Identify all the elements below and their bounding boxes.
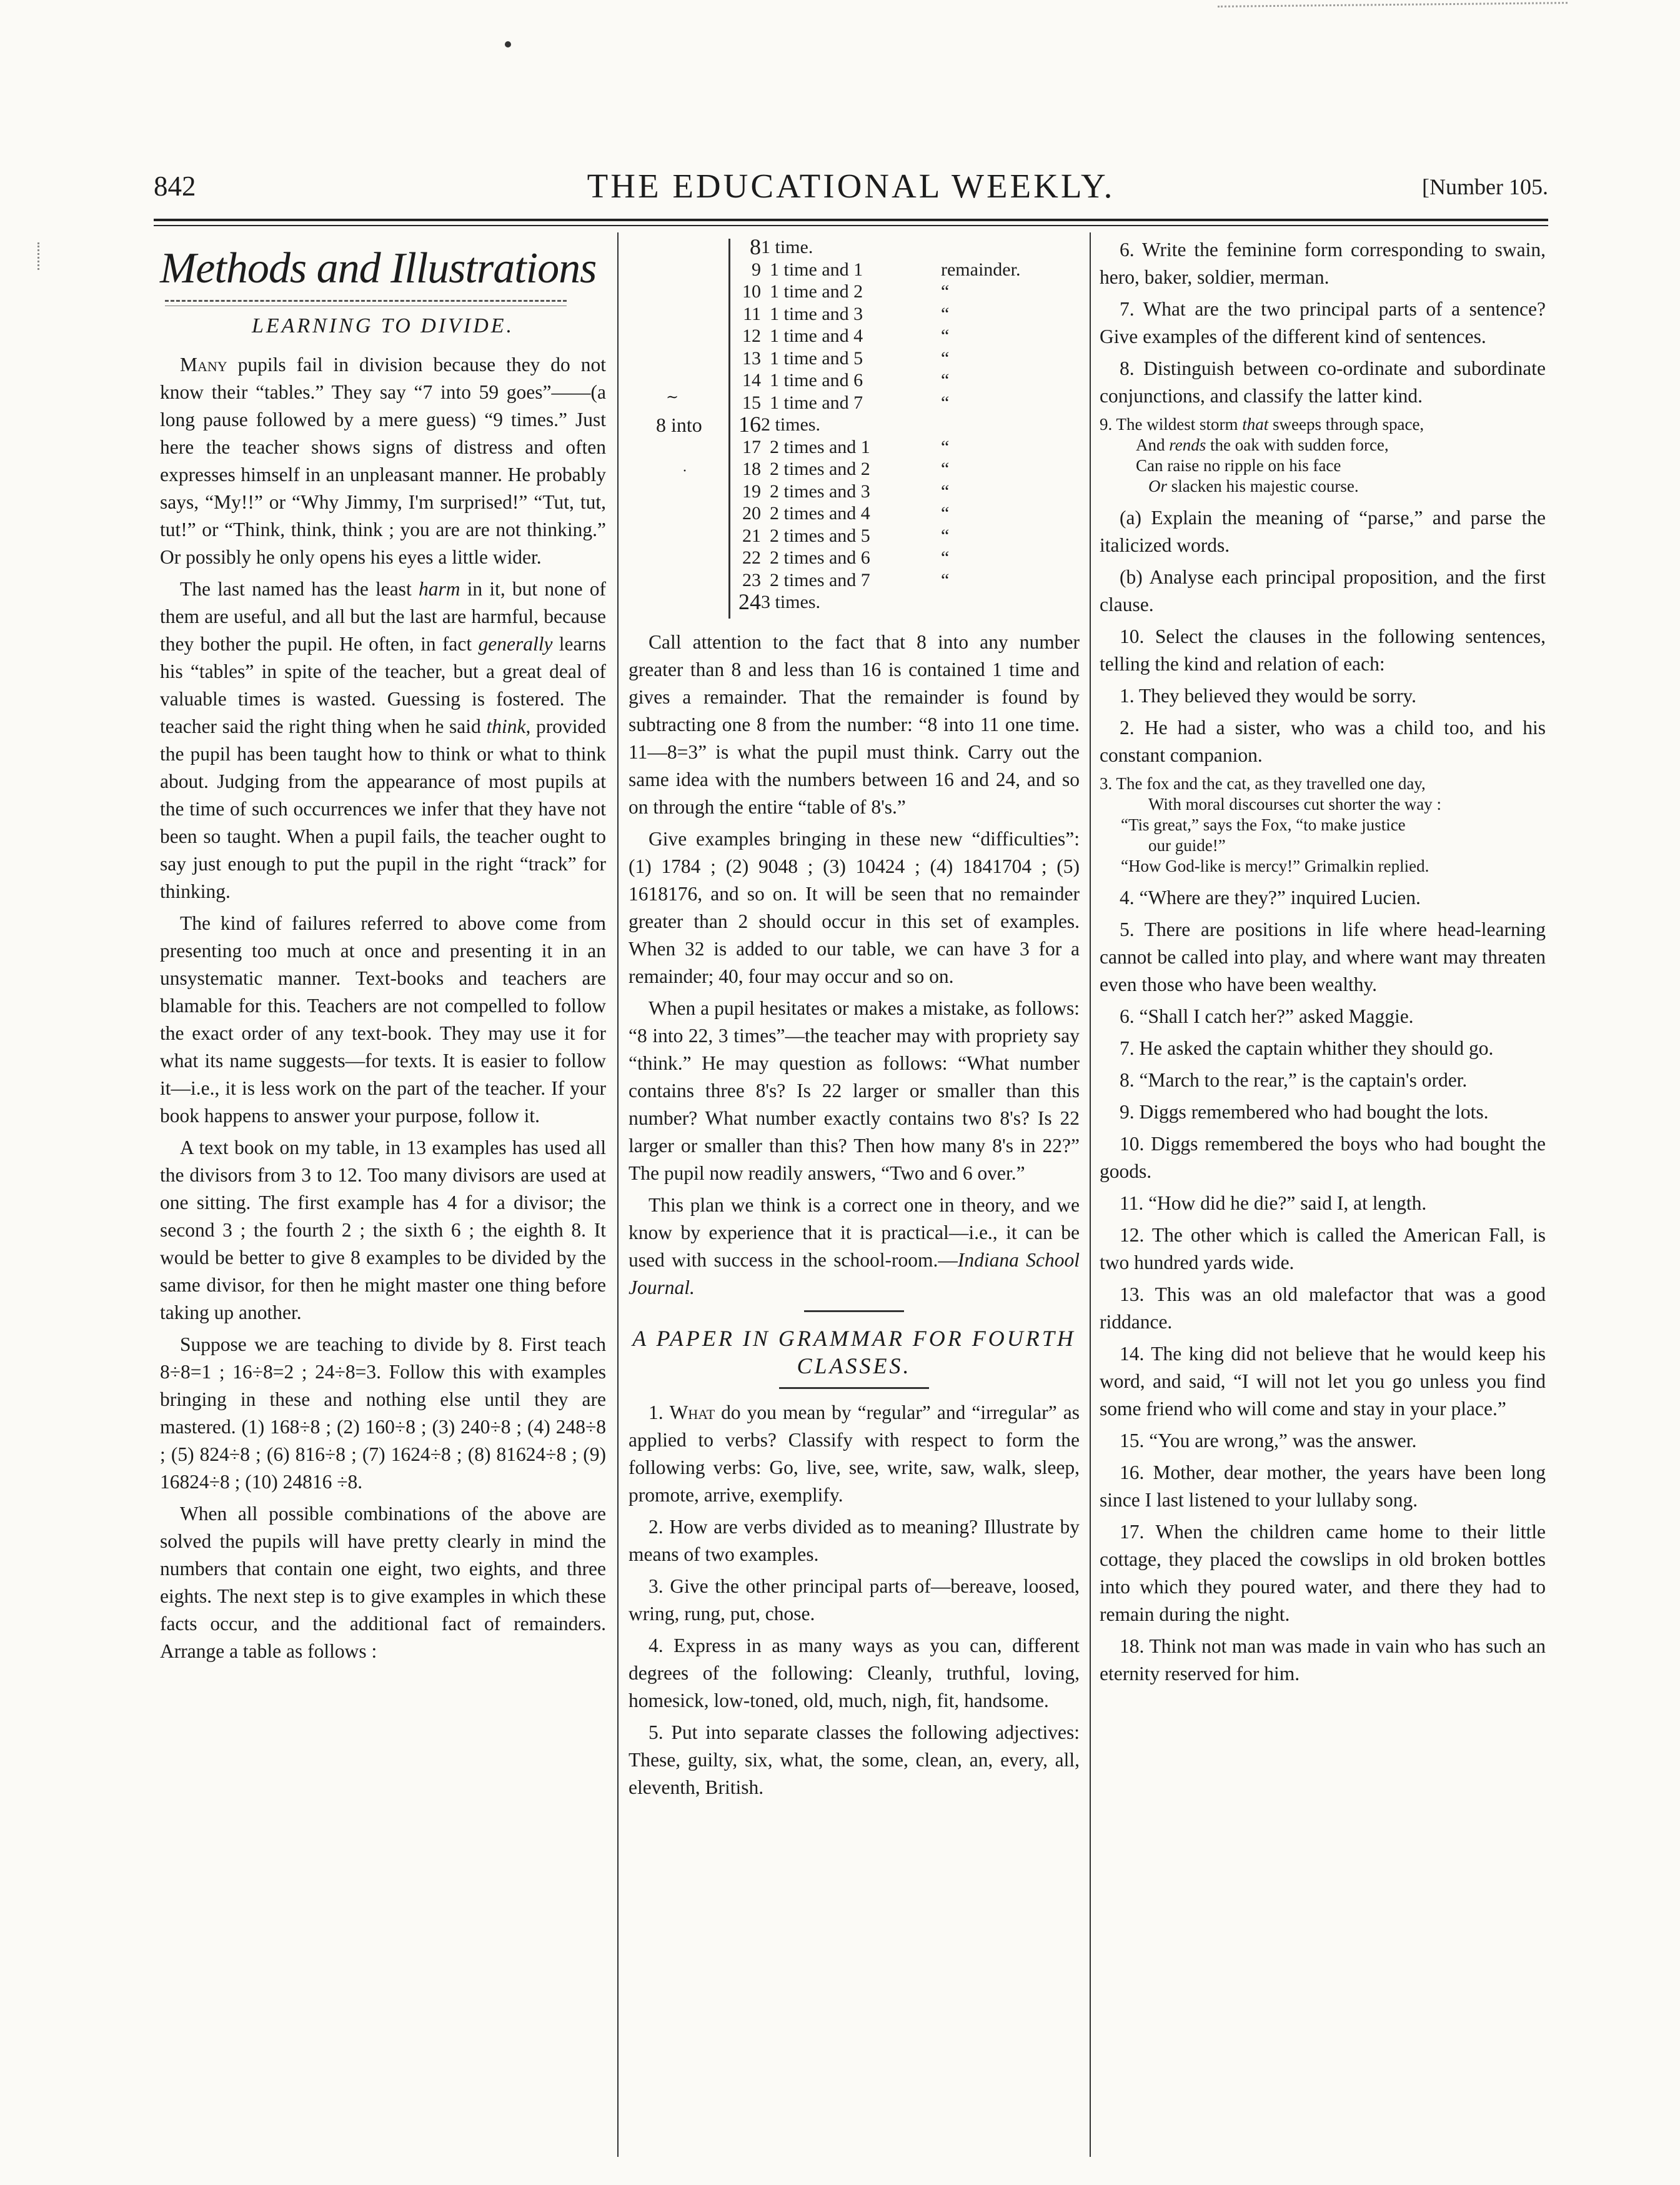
sentence: 13. This was an old malefactor that was a good riddance.: [1100, 1283, 1546, 1333]
table-row: [629, 369, 1080, 391]
sentence: 4. “Where are they?” inquired Lucien.: [1120, 887, 1421, 908]
question: 8. Distinguish between co-ordinate and subordinate conjunctions, and classify the latter kind.: [1100, 357, 1546, 407]
verse-line: With moral discourses cut shorter the way :: [1148, 795, 1442, 814]
row-number: 18: [742, 459, 761, 479]
verse-text: the oak with sudden force,: [1206, 436, 1389, 454]
row-number: 24: [738, 589, 761, 614]
row-quotient: 2 times and 7: [770, 569, 870, 590]
table-row: [629, 325, 1080, 347]
paragraph-text: pupils fail in division because they do not know their “tables.” They say “7 into 59 goes”——(a long pause followed by a mere guess) “9 times.” Just here the teacher shows signs of distress and often expresses himself in an unpleasant manner. He probably says, “My!!” or “Why Jimmy, I'm surprised!” “Tut, tut, tut!” or “Think, think, think ; you are are not thinking.” Or possibly he only opens his eyes a little wider.: [160, 354, 606, 568]
italic-word: rends: [1169, 436, 1206, 454]
row-quotient: 1 time.: [761, 237, 813, 257]
row-number: 10: [742, 281, 761, 302]
division-table: [629, 236, 1080, 622]
row-number: 11: [743, 303, 761, 324]
verse-text: sweeps through space,: [1268, 415, 1424, 434]
table-row: [629, 569, 1080, 591]
paragraph-text: This plan we think is a correct one in theory, and we know by experience that it is practical—i.e., it can be used with success in the school-room.—: [629, 1194, 1080, 1271]
row-quotient: 2 times and 3: [770, 480, 870, 502]
sentence: 8. “March to the rear,” is the captain's order.: [1120, 1069, 1468, 1091]
table-row: [629, 392, 1080, 414]
row-remainder: remainder.: [941, 259, 1021, 280]
row-remainder: “: [941, 503, 950, 524]
table-row: [629, 347, 1080, 369]
ink-mark: ∼: [666, 389, 679, 406]
table-row: [629, 303, 1080, 325]
paragraph-text: , provided the pupil has been taught how to think or what to think about. Judging from the appearance of most pupils at the time of such occurrences we infer that they have not been so taught. When a pupil fails, the teacher ought to say just enough to put the pupil in the right “track” for thinking.: [160, 715, 606, 902]
row-number: 13: [742, 347, 761, 369]
column-divider: [617, 232, 619, 2157]
article-title: A PAPER IN GRAMMAR FOR FOURTH CLASSES.: [632, 1326, 1076, 1378]
sentence: 18. Think not man was made in vain who has such an eternity reserved for him.: [1100, 1635, 1546, 1685]
question-number: 1.: [649, 1401, 670, 1423]
table-row: [629, 525, 1080, 547]
column-3: [1100, 236, 1546, 1692]
page-title: THE EDUCATIONAL WEEKLY.: [587, 167, 1115, 205]
row-remainder: “: [941, 525, 950, 546]
verse-line: Can raise no ripple on his face: [1136, 456, 1341, 475]
ink-dot: [505, 41, 511, 47]
margin-mark: [37, 242, 42, 270]
italic-word: that: [1242, 415, 1269, 434]
question-text: do you mean by “regular” and “irregular” as applied to verbs? Classify with respect to form the following verbs: Go, live, see, write, saw, walk, sleep, promote, arrive, exemplify.: [629, 1401, 1080, 1506]
ink-mark: ·: [682, 463, 687, 479]
question: 3. Give the other principal parts of—bereave, loosed, wring, rung, put, chose.: [629, 1575, 1080, 1625]
table-row: [629, 414, 1080, 436]
verse-quotation: [1100, 774, 1546, 877]
scan-artifact: [1218, 2, 1568, 19]
table-row: [629, 281, 1080, 302]
sentence: 11. “How did he die?” said I, at length.: [1120, 1192, 1427, 1214]
paragraph-text: The last named has the least: [180, 578, 419, 600]
row-quotient: 2 times and 6: [770, 547, 870, 568]
table-row: [629, 591, 1080, 613]
paragraph: The kind of failures referred to above come from presenting too much at once and presenting it in an unsystematic manner. Text-books and teachers are blamable for this. Teachers are not compelled to follow the exact order of any text-book. They may use it for what its name suggests—for texts. It is easier to follow it—i.e., it is less work on the part of the teacher. If your book happens to answer your purpose, follow it.: [160, 912, 606, 1127]
sentence: 9. Diggs remembered who had bought the lots.: [1120, 1101, 1489, 1123]
row-quotient: 1 time and 7: [770, 392, 863, 413]
sentence: 1. They believed they would be sorry.: [1120, 685, 1417, 707]
column-2: [629, 236, 1080, 1806]
table-row: [629, 547, 1080, 569]
verse-text: slacken his majestic course.: [1167, 477, 1359, 495]
verse-line: our guide!”: [1148, 836, 1226, 855]
question: (a) Explain the meaning of “parse,” and parse the italicized words.: [1100, 507, 1546, 556]
sentence: 15. “You are wrong,” was the answer.: [1120, 1430, 1417, 1451]
table-row: [629, 236, 1080, 258]
verse-line: “Tis great,” says the Fox, “to make justice: [1121, 815, 1406, 834]
sentence: 5. There are positions in life where head-learning cannot be called into play, and where want may threaten even those who have been wealthy.: [1100, 918, 1546, 995]
sentence: 12. The other which is called the American Fall, is two hundred yards wide.: [1100, 1224, 1546, 1273]
row-quotient: 2 times.: [761, 414, 820, 435]
row-number: 8: [750, 234, 761, 259]
row-number: 19: [742, 480, 761, 502]
row-remainder: “: [941, 281, 950, 302]
verse-line: [1100, 435, 1546, 455]
row-remainder: “: [941, 480, 950, 502]
row-quotient: 3 times.: [761, 592, 820, 612]
table-row: [629, 458, 1080, 480]
italic-word: Or: [1148, 477, 1168, 495]
verse-line: [1100, 414, 1546, 435]
column-1: [160, 236, 606, 1670]
sentence: 10. Diggs remembered the boys who had bought the goods.: [1100, 1133, 1546, 1182]
paragraph: Give examples bringing in these new “difficulties”: (1) 1784 ; (2) 9048 ; (3) 10424 ; (4) 1841704 ; (5) 1618176, and so on. It will be seen that no remainder greater than 2 should occur in this set of examples. When 32 is added to our table, we can have 3 for a remainder; 40, four may occur and so on.: [629, 828, 1080, 987]
row-number: 22: [742, 547, 761, 568]
dropcap-word: Many: [180, 354, 227, 376]
row-number: 12: [742, 326, 761, 346]
verse-line: [1100, 476, 1546, 497]
section-title: Methods and Illustrations: [160, 244, 597, 292]
verse-quotation: [1100, 414, 1546, 497]
row-quotient: 2 times and 1: [770, 436, 870, 457]
table-row: [629, 259, 1080, 281]
row-number: 16: [738, 412, 761, 437]
sentence: 16. Mother, dear mother, the years have been long since I last listened to your lullaby song.: [1100, 1461, 1546, 1511]
question: 10. Select the clauses in the following sentences, telling the kind and relation of each:: [1100, 625, 1546, 675]
italic-word: think: [486, 715, 526, 737]
paragraph: Call attention to the fact that 8 into any number greater than 8 and less than 16 is contained 1 time and gives a remainder. That the remainder is found by subtracting one 8 from the number: “8 into 11 one time. 11—8=3” is what the pupil must think. Carry out the same idea with the numbers between 16 and 24, and so on through the entire “table of 8's.”: [629, 631, 1080, 818]
question: 7. What are the two principal parts of a sentence? Give examples of the different kind of sentences.: [1100, 298, 1546, 347]
paragraph-text: learns his “tables” in spite of the teacher, but a great deal of valuable times is wasted. Guessing is fostered. The teacher said the right thing when he said: [160, 633, 606, 737]
verse-line: “How God-like is mercy!” Grimalkin replied.: [1121, 857, 1429, 875]
source-citation: Indiana School Journal.: [629, 1249, 1080, 1298]
row-quotient: 1 time and 6: [770, 370, 863, 391]
paragraph: Suppose we are teaching to divide by 8. First teach 8÷8=1 ; 16÷8=2 ; 24÷8=3. Follow this with examples bringing in these and nothing else until they are mastered. (1) 168÷8 ; (2) 160÷8 ; (3) 240÷8 ; (4) 248÷8 ; (5) 824÷8 ; (6) 816÷8 ; (7) 1624÷8 ; (8) 81624÷8 ; (9) 16824÷8 ; (10) 24816 ÷8.: [160, 1333, 606, 1493]
row-quotient: 1 time and 5: [770, 347, 863, 369]
paragraph: [160, 351, 606, 571]
paragraph: [629, 1192, 1080, 1302]
question: 2. How are verbs divided as to meaning? Illustrate by means of two examples.: [629, 1516, 1080, 1565]
verse-text: 9. The wildest storm: [1100, 415, 1243, 434]
table-prefix: 8 into: [656, 414, 702, 436]
row-quotient: 2 times and 2: [770, 459, 870, 479]
row-number: 21: [742, 525, 761, 546]
row-number: 20: [742, 503, 761, 524]
paragraph: A text book on my table, in 13 examples has used all the divisors from 3 to 12. Too many divisors are used at one sitting. The first example has 4 for a divisor; the second 3 ; the fourth 2 ; the sixth 6 ; the eighth 8. It would be better to give 8 examples to be divided by the same divisor, for then he might master one thing before taking up another.: [160, 1137, 606, 1323]
sentence: 17. When the children came home to their little cottage, they placed the cowslips in old broken bottles into which they poured water, and there they had to remain during the night.: [1100, 1521, 1546, 1625]
row-number: 14: [742, 370, 761, 391]
article-title: LEARNING TO DIVIDE.: [251, 314, 515, 337]
issue-number: [Number 105.: [1422, 174, 1548, 199]
table-row: [629, 436, 1080, 458]
separator-rule: [779, 1387, 929, 1389]
table-row: [629, 480, 1080, 502]
sentence: 2. He had a sister, who was a child too, and his constant companion.: [1100, 717, 1546, 766]
row-quotient: 1 time and 1: [770, 259, 863, 280]
paragraph-text: in it, but none of them are useful, and all but the last are harmful, because they bother the pupil. He often, in fact: [160, 578, 606, 655]
verse-line: 3. The fox and the cat, as they travelled one day,: [1100, 774, 1426, 793]
question: 6. Write the feminine form corresponding to swain, hero, baker, soldier, merman.: [1100, 239, 1546, 288]
row-quotient: 1 time and 3: [770, 303, 863, 324]
question: 4. Express in as many ways as you can, different degrees of the following: Cleanly, truthful, loving, homesick, low-toned, old, much, nigh, fit, handsome.: [629, 1635, 1080, 1711]
row-number: 15: [742, 392, 761, 413]
row-remainder: “: [941, 569, 950, 590]
sentence: 14. The king did not believe that he would keep his word, and said, “I will not let you go unless you find some friend who will come and stay in your place.”: [1100, 1343, 1546, 1420]
row-remainder: “: [941, 326, 950, 346]
row-remainder: “: [941, 459, 950, 479]
header-rule: [154, 219, 1548, 221]
row-number: 9: [752, 259, 761, 280]
row-quotient: 1 time and 4: [770, 326, 863, 346]
row-remainder: “: [941, 547, 950, 568]
section-rule: [165, 300, 567, 306]
row-number: 17: [742, 436, 761, 457]
row-remainder: “: [941, 303, 950, 324]
sentence: 7. He asked the captain whither they should go.: [1120, 1037, 1494, 1059]
page-number: 842: [154, 171, 196, 202]
paragraph: [160, 575, 606, 905]
row-remainder: “: [941, 347, 950, 369]
paragraph: When a pupil hesitates or makes a mistake, as follows: “8 into 22, 3 times”—the teacher may with propriety say “think.” He may question as follows: “What number contains three 8's? Is 22 larger or smaller than this number? What number exactly contains two 8's? Is 22 larger or smaller than this? Then how many 8's in 22?” The pupil now readily answers, “Two and 6 over.”: [629, 997, 1080, 1184]
row-quotient: 2 times and 4: [770, 503, 870, 524]
sentence: 6. “Shall I catch her?” asked Maggie.: [1120, 1005, 1414, 1027]
row-quotient: 1 time and 2: [770, 281, 863, 302]
column-divider: [1090, 232, 1091, 2157]
italic-word: generally: [478, 633, 553, 655]
paragraph: When all possible combinations of the above are solved the pupils will have pretty clearly in mind the numbers that contain one eight, two eights, and three eights. The next step is to give examples in which these facts occur, and the additional fact of remainders. Arrange a table as follows :: [160, 1503, 606, 1662]
verse-text: And: [1136, 436, 1170, 454]
italic-word: harm: [418, 578, 460, 600]
row-quotient: 2 times and 5: [770, 525, 870, 546]
header-rule-thin: [154, 225, 1548, 226]
question: (b) Analyse each principal proposition, and the first clause.: [1100, 566, 1546, 615]
question: [629, 1399, 1080, 1509]
row-remainder: “: [941, 370, 950, 391]
row-number: 23: [742, 569, 761, 590]
question: 5. Put into separate classes the following adjectives: These, guilty, six, what, the some, clean, an, every, all, eleventh, British.: [629, 1721, 1080, 1798]
table-row: [629, 502, 1080, 524]
page-header: [154, 166, 1548, 207]
row-remainder: “: [941, 436, 950, 457]
separator-rule: [804, 1310, 904, 1312]
dropcap-word: What: [669, 1401, 715, 1423]
row-remainder: “: [941, 392, 950, 413]
